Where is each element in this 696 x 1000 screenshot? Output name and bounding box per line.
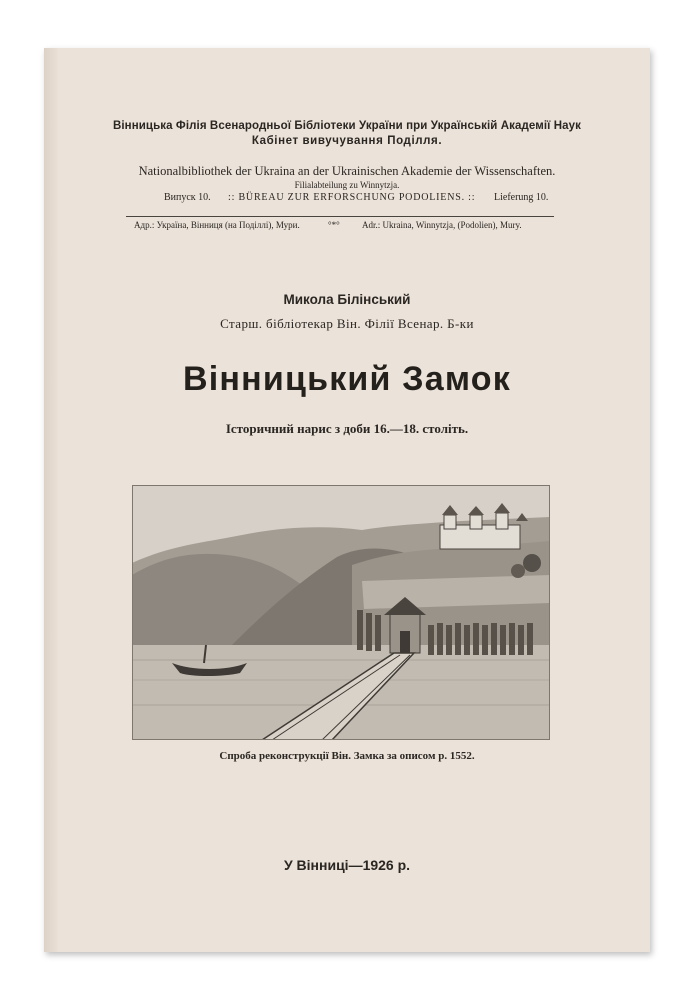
book-title: Вінницький Замок: [183, 360, 511, 398]
header-line-filial: Filialabteilung zu Winnytzja.: [294, 180, 400, 190]
header-line-ukrainian: Вінницька Філія Всенародньої Бібліотеки України при Українській Академії Наук: [112, 120, 582, 132]
author-name: Микола Білінський: [283, 292, 411, 307]
castle-drawing-svg: [132, 485, 550, 740]
address-ukrainian: Адр.: Україна, Вінниця (на Поділлі), Мури.: [134, 220, 300, 230]
illustration-caption: Спроба реконструкції Він. Замка за описом р. 1552.: [219, 750, 475, 762]
header-line-cabinet: Кабінет вивучування Поділля.: [251, 135, 443, 147]
bureau-label: :: BÜREAU ZUR ERFORSCHUNG PODOLIENS. ::: [228, 192, 476, 203]
ornament-divider: °*°: [328, 220, 340, 230]
address-german: Adr.: Ukraina, Winnytzja, (Podolien), Mury.: [362, 220, 522, 230]
castle-illustration: [132, 485, 550, 740]
author-position: Старш. бібліотекар Він. Філії Всенар. Б-ки: [220, 316, 474, 331]
header-divider: [126, 216, 554, 217]
book-cover: [44, 48, 650, 952]
issue-number-ua: Випуск 10.: [164, 192, 211, 203]
header-line-german: Nationalbibliothek der Ukraina an der Ukrainischen Akademie der Wissenschaften.: [138, 164, 556, 178]
imprint-place-year: У Вінниці—1926 р.: [283, 857, 411, 873]
book-subtitle: Історичний нарис з доби 16.—18. століть.: [225, 421, 469, 436]
issue-number-de: Lieferung 10.: [494, 192, 549, 203]
